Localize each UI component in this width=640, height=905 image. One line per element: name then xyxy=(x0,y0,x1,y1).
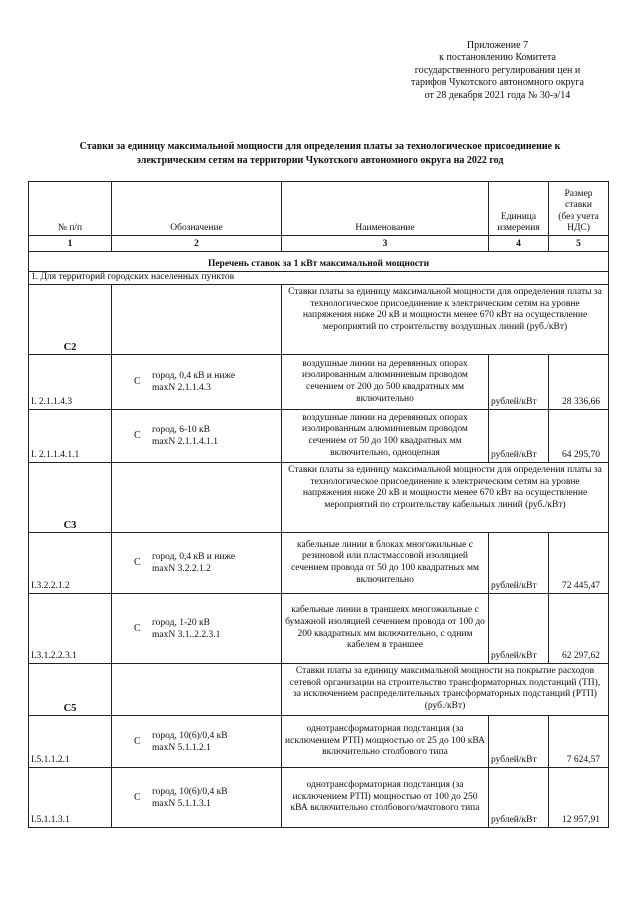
group-empty-cell xyxy=(112,664,282,716)
appendix-line: государственного регулирования цен и xyxy=(414,64,581,76)
row-name: однотрансформаторная подстанция (за исключением РТП) мощностью от 25 до 100 кВА включительно столбового типа xyxy=(282,716,489,768)
appendix-line: Приложение 7 xyxy=(466,40,529,51)
header-rate-line: НДС) xyxy=(567,223,590,234)
designation-line: maxN 2.1.1.4.3 xyxy=(152,383,211,393)
designation-line: город, 0,4 кВ и ниже xyxy=(152,552,236,562)
header-num: № п/п xyxy=(29,182,112,236)
column-number: 2 xyxy=(112,236,282,252)
section-row xyxy=(29,252,609,272)
table-row xyxy=(29,594,609,664)
header-unit-line: Единица xyxy=(500,211,537,222)
table-row xyxy=(29,533,609,594)
group-row xyxy=(29,664,609,716)
group-code: С2 xyxy=(29,285,112,355)
row-value: 62 297,62 xyxy=(549,594,609,664)
group-description: Ставки платы за единицу максимальной мощности для определения платы за технологическое присоединение к электрическим сетям на уровне напряжения ниже 20 кВ и мощности менее 670 кВт на осуществление мероприятий по строительству кабельных линий (руб./кВт) xyxy=(282,463,609,533)
table-row xyxy=(29,768,609,828)
row-name: однотрансформаторная подстанция (за исключением РТП) мощностью от 100 до 250 кВА включительно столбового/мачтового типа xyxy=(282,768,489,828)
header-row xyxy=(29,182,609,236)
row-name: воздушные линии на деревянных опорах изолированным алюминиевым проводом сечением от 50 до 100 квадратных мм включительно, одноцепная xyxy=(282,410,489,463)
territory-row xyxy=(29,272,609,285)
designation-symbol: С xyxy=(134,735,141,747)
row-value: 28 336,66 xyxy=(549,355,609,410)
column-number: 3 xyxy=(282,236,489,252)
row-value: 72 445,47 xyxy=(549,533,609,594)
table-row xyxy=(29,410,609,463)
appendix-line: от 28 декабря 2021 года № 30-э/14 xyxy=(424,89,571,101)
row-value: 12 957,91 xyxy=(549,768,609,828)
appendix-block xyxy=(390,40,605,102)
designation-symbol: С xyxy=(134,430,141,442)
row-number: I.3.1.2.2.3.1 xyxy=(29,594,112,664)
row-number: I. 2.1.1.4.3 xyxy=(29,355,112,410)
row-unit: рублей/кВт xyxy=(489,768,549,828)
row-number: I.5.1.1.2.1 xyxy=(29,716,112,768)
header-unit-line: измерения xyxy=(497,223,540,234)
column-number: 4 xyxy=(489,236,549,252)
territory-label: 1. Для территорий городских населенных пунктов xyxy=(29,272,609,285)
section-title: Перечень ставок за 1 кВт максимальной мощности xyxy=(29,252,609,272)
row-value: 64 295,70 xyxy=(549,410,609,463)
group-code: С3 xyxy=(29,463,112,533)
column-number-row xyxy=(29,236,609,252)
row-number: I.3.2.2.1.2 xyxy=(29,533,112,594)
row-designation xyxy=(112,533,282,594)
row-unit: рублей/кВт xyxy=(489,716,549,768)
row-name: кабельные линии в траншеях многожильные с бумажной изоляцией сечением провода от 100 до 200 квадратных мм включительно, с одним кабелем в траншее xyxy=(282,594,489,664)
header-unit xyxy=(489,182,549,236)
designation-symbol: С xyxy=(134,622,141,634)
designation-line: город, 1-20 кВ xyxy=(152,617,210,628)
group-description: Ставки платы за единицу максимальной мощности для определения платы за технологическое присоединение к электрическим сетям на уровне напряжения ниже 20 кВ и мощности менее 670 кВт на осуществление мероприятий по строительству воздушных линий (руб./кВт) xyxy=(282,285,609,355)
header-rate-line: Размер xyxy=(564,188,593,199)
group-description: Ставки платы за единицу максимальной мощности на покрытие расходов сетевой организации на строительство трансформаторных подстанций (ТП), за исключением распределительных трансформаторных подстанций (РТП) (руб./кВт) xyxy=(282,664,609,716)
header-name: Наименование xyxy=(282,182,489,236)
header-rate-line: (без учета xyxy=(558,211,599,222)
table-row xyxy=(29,355,609,410)
row-value: 7 624,57 xyxy=(549,716,609,768)
header-rate-line: ставки xyxy=(565,200,592,211)
row-name: воздушные линии на деревянных опорах изолированным алюминиевым проводом сечением от 200 до 500 квадратных мм включительно xyxy=(282,355,489,410)
document-title xyxy=(42,140,598,168)
designation-line: maxN 5.1.1.3.1 xyxy=(152,798,211,809)
appendix-line: тарифов Чукотского автономного округа xyxy=(411,77,584,89)
row-unit: рублей/кВт xyxy=(489,410,549,463)
column-number: 5 xyxy=(549,236,609,252)
rates-table xyxy=(28,181,609,828)
group-row xyxy=(29,285,609,355)
group-row xyxy=(29,463,609,533)
designation-line: maxN 3.2.2.1.2 xyxy=(152,564,211,574)
designation-line: maxN 3.1..2.2.3.1 xyxy=(152,629,221,640)
designation-line: maxN 2.1.1.4.1.1 xyxy=(152,437,218,447)
row-number: I. 2.1.1.4.1.1 xyxy=(29,410,112,463)
header-rate xyxy=(549,182,609,236)
row-unit: рублей/кВт xyxy=(489,594,549,664)
designation-line: город, 6-10 кВ xyxy=(152,425,210,435)
row-designation xyxy=(112,355,282,410)
row-designation xyxy=(112,410,282,463)
row-number: I.5.1.1.3.1 xyxy=(29,768,112,828)
designation-symbol: С xyxy=(134,557,141,569)
title-line: Ставки за единицу максимальной мощности для определения платы за технологическое присоединение к xyxy=(79,141,561,152)
row-designation xyxy=(112,768,282,828)
designation-symbol: С xyxy=(134,376,141,388)
row-unit: рублей/кВт xyxy=(489,355,549,410)
designation-symbol: С xyxy=(134,791,141,803)
group-empty-cell xyxy=(112,285,282,355)
row-designation xyxy=(112,594,282,664)
row-designation xyxy=(112,716,282,768)
row-unit: рублей/кВт xyxy=(489,533,549,594)
column-number: 1 xyxy=(29,236,112,252)
header-designation: Обозначение xyxy=(112,182,282,236)
row-name: кабельные линии в блоках многожильные с резиновой или пластмассовой изоляцией сечением провода от 50 до 100 квадратных мм включительно xyxy=(282,533,489,594)
title-line: электрическим сетям на территории Чукотского автономного округа на 2022 год xyxy=(136,155,504,166)
appendix-line: к постановлению Комитета xyxy=(439,52,556,64)
group-empty-cell xyxy=(112,463,282,533)
designation-line: город, 0,4 кВ и ниже xyxy=(152,371,236,381)
designation-line: maxN 5.1.1.2.1 xyxy=(152,742,211,753)
group-code: С5 xyxy=(29,664,112,716)
designation-line: город, 10(6)/0,4 кВ xyxy=(152,786,228,797)
table-row xyxy=(29,716,609,768)
designation-line: город, 10(6)/0,4 кВ xyxy=(152,730,228,741)
